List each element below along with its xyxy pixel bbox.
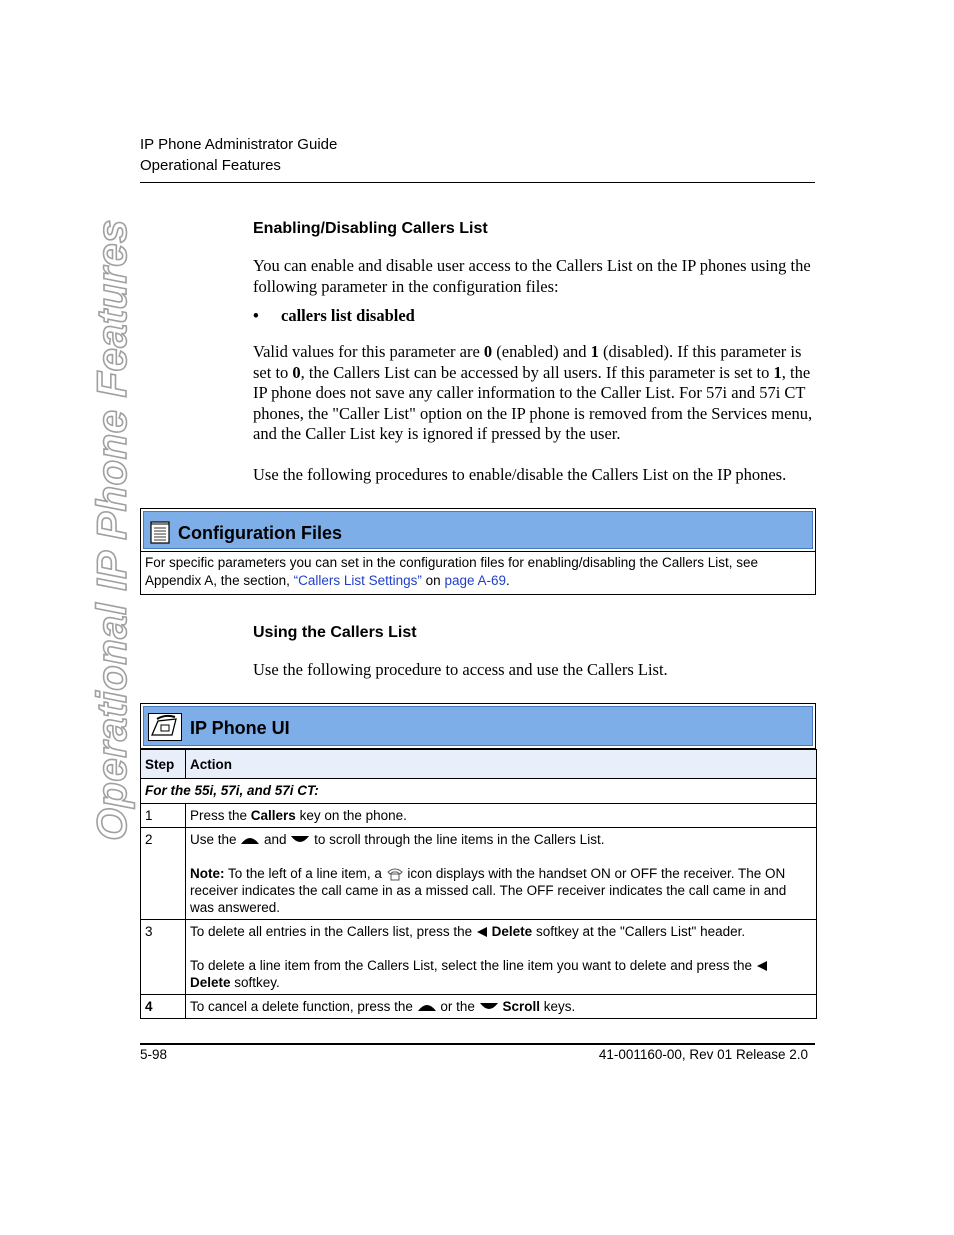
column-header-step: Step [141, 750, 186, 779]
using-intro-paragraph: Use the following procedure to access and use the Callers List. [253, 660, 668, 679]
config-files-title-bar [140, 508, 816, 552]
running-header-section: Operational Features [140, 157, 281, 174]
handset-status-icon [386, 867, 404, 881]
footer-doc-id: 41-001160-00, Rev 01 Release 2.0 [598, 1047, 808, 1062]
config-files-title: Configuration Files [178, 523, 342, 543]
table-row: 2 Use the and to scroll through the line items in the Callers List. Note: To the left of a line item, a icon displays with the handset ON or OFF the receiver. The ON receiver indicates the call came in as a missed call. The OFF receiver indicates the call came in and was answered. [141, 828, 817, 920]
column-header-action: Action [186, 750, 817, 779]
use-procedures-paragraph: Use the following procedures to enable/disable the Callers List on the IP phones. [253, 465, 787, 484]
notepad-icon [150, 520, 170, 544]
footer-rule [140, 1043, 815, 1045]
page-a69-link[interactable]: page A-69 [444, 573, 506, 588]
table-header-row [141, 750, 817, 779]
footer-page-number: 5-98 [140, 1047, 168, 1062]
procedure-table [140, 749, 817, 1019]
header-rule [140, 182, 815, 183]
side-chapter-title: Operational IP Phone Features [88, 219, 135, 841]
scroll-down-key-icon [479, 1002, 499, 1012]
table-row: 1 Press the Callers key on the phone. [141, 804, 817, 828]
callers-list-settings-link[interactable]: “Callers List Settings” [293, 573, 422, 588]
config-files-body: For specific parameters you can set in the configuration files for enabling/disabling the Callers List, see Appendix A, the section, “Callers List Settings” on page A-69. [140, 551, 816, 595]
phone-icon [148, 713, 182, 741]
valid-values-paragraph: Valid values for this parameter are 0 (enabled) and 1 (disabled). If this parameter is set to 0, the Callers List can be accessed by all users. If this parameter is set to 1, the IP phone does not save any caller information to the Caller List. For 57i and 57i CT phones, the "Caller List" option on the IP phone is removed from the Services menu, and the Caller List key is ignored if pressed by the user. [253, 342, 813, 443]
table-group-row: For the 55i, 57i, and 57i CT: [141, 779, 817, 804]
scroll-up-key-icon [417, 1002, 437, 1012]
softkey-arrow-icon [476, 926, 488, 938]
ip-phone-ui-title-bar [140, 703, 816, 749]
running-header-title: IP Phone Administrator Guide [140, 136, 338, 153]
table-row: 4 To cancel a delete function, press the or the Scroll keys. [141, 995, 817, 1019]
section-heading-using: Using the Callers List [253, 624, 417, 641]
softkey-arrow-icon [756, 960, 768, 972]
parameter-bullet: • callers list disabled [253, 306, 415, 325]
section-heading-enabling: Enabling/Disabling Callers List [253, 220, 488, 237]
table-row: 3 To delete all entries in the Callers list, press the Delete softkey at the "Callers List" header. To delete a line item from the Callers List, select the line item you want to delete and press the Delete softkey. [141, 920, 817, 995]
scroll-up-key-icon [240, 835, 260, 845]
ip-phone-ui-title: IP Phone UI [190, 718, 290, 738]
scroll-down-key-icon [290, 835, 310, 845]
intro-paragraph: You can enable and disable user access to the Callers List on the IP phones using the following parameter in the configuration files: [253, 256, 811, 296]
